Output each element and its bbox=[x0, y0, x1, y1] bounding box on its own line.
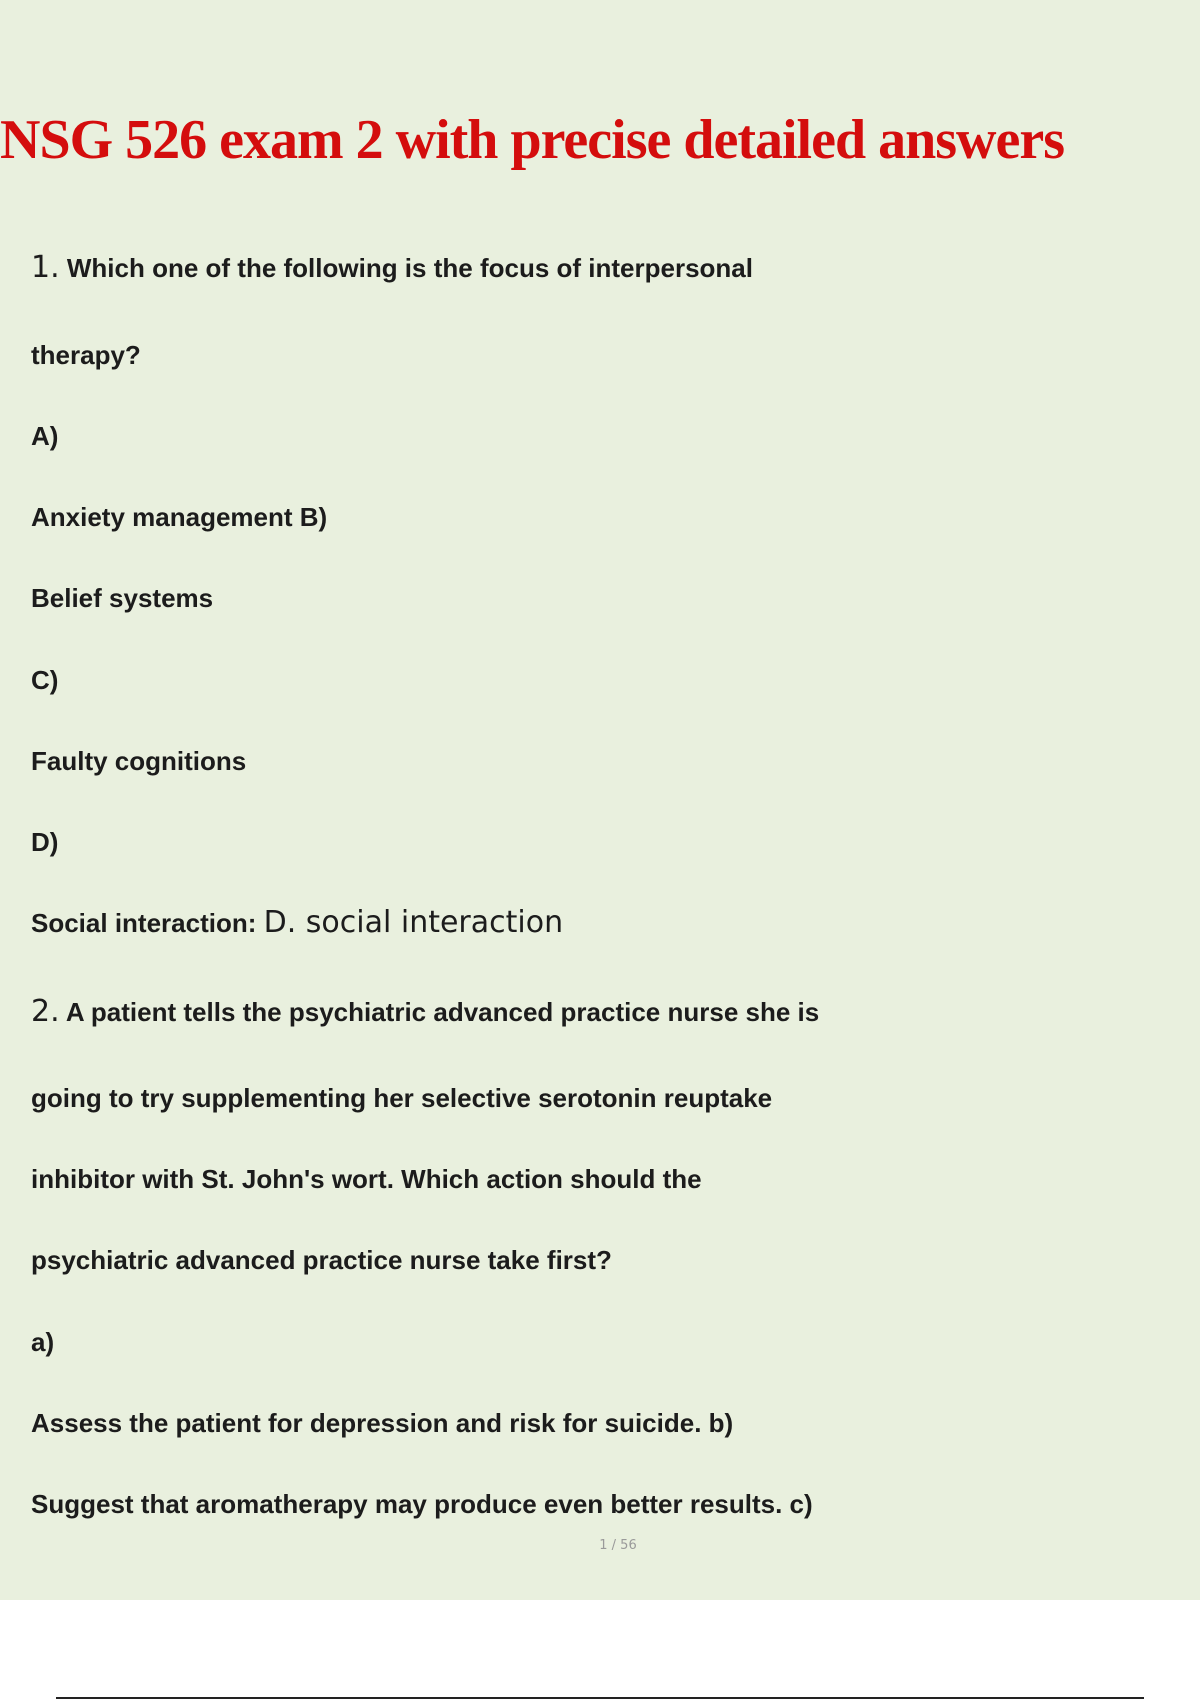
page-number: 1 / 56 bbox=[599, 1538, 637, 1553]
question-1-stem-line-2: therapy? bbox=[31, 340, 141, 370]
question-1-option-line: Belief systems bbox=[31, 583, 214, 613]
question-2-stem-line-1 bbox=[31, 994, 819, 1029]
question-1-number: 1. bbox=[31, 250, 60, 285]
question-2-number: 2. bbox=[31, 994, 60, 1029]
question-2-stem-line-2: going to try supplementing her selective serotonin reuptake bbox=[31, 1083, 773, 1113]
question-2-option-line: a) bbox=[31, 1327, 55, 1357]
question-2-stem-line-3: inhibitor with St. John's wort. Which action should the bbox=[31, 1164, 702, 1194]
question-1-option-line: A) bbox=[31, 421, 59, 451]
page-divider bbox=[56, 1697, 1144, 1699]
question-2-stem-text: A patient tells the psychiatric advanced practice nurse she is bbox=[65, 997, 820, 1027]
question-1-stem-line-1 bbox=[31, 250, 753, 285]
question-2-stem-line-4: psychiatric advanced practice nurse take first? bbox=[31, 1245, 612, 1275]
question-2-option-line: Assess the patient for depression and risk for suicide. b) bbox=[31, 1408, 734, 1438]
question-1-option-line: C) bbox=[31, 665, 59, 695]
question-1-final-option: Social interaction: bbox=[31, 908, 257, 938]
document-title: NSG 526 exam 2 with precise detailed answers bbox=[0, 109, 1064, 171]
question-1-final-option-line bbox=[31, 905, 563, 940]
question-1-option-line: D) bbox=[31, 827, 59, 857]
question-1-stem-text: Which one of the following is the focus of interpersonal bbox=[66, 253, 753, 283]
question-1-option-line: Anxiety management B) bbox=[31, 502, 328, 532]
question-1-answer: D. social interaction bbox=[263, 905, 564, 940]
question-1-option-line: Faulty cognitions bbox=[31, 746, 247, 776]
question-2-option-line: Suggest that aromatherapy may produce even better results. c) bbox=[31, 1489, 813, 1519]
